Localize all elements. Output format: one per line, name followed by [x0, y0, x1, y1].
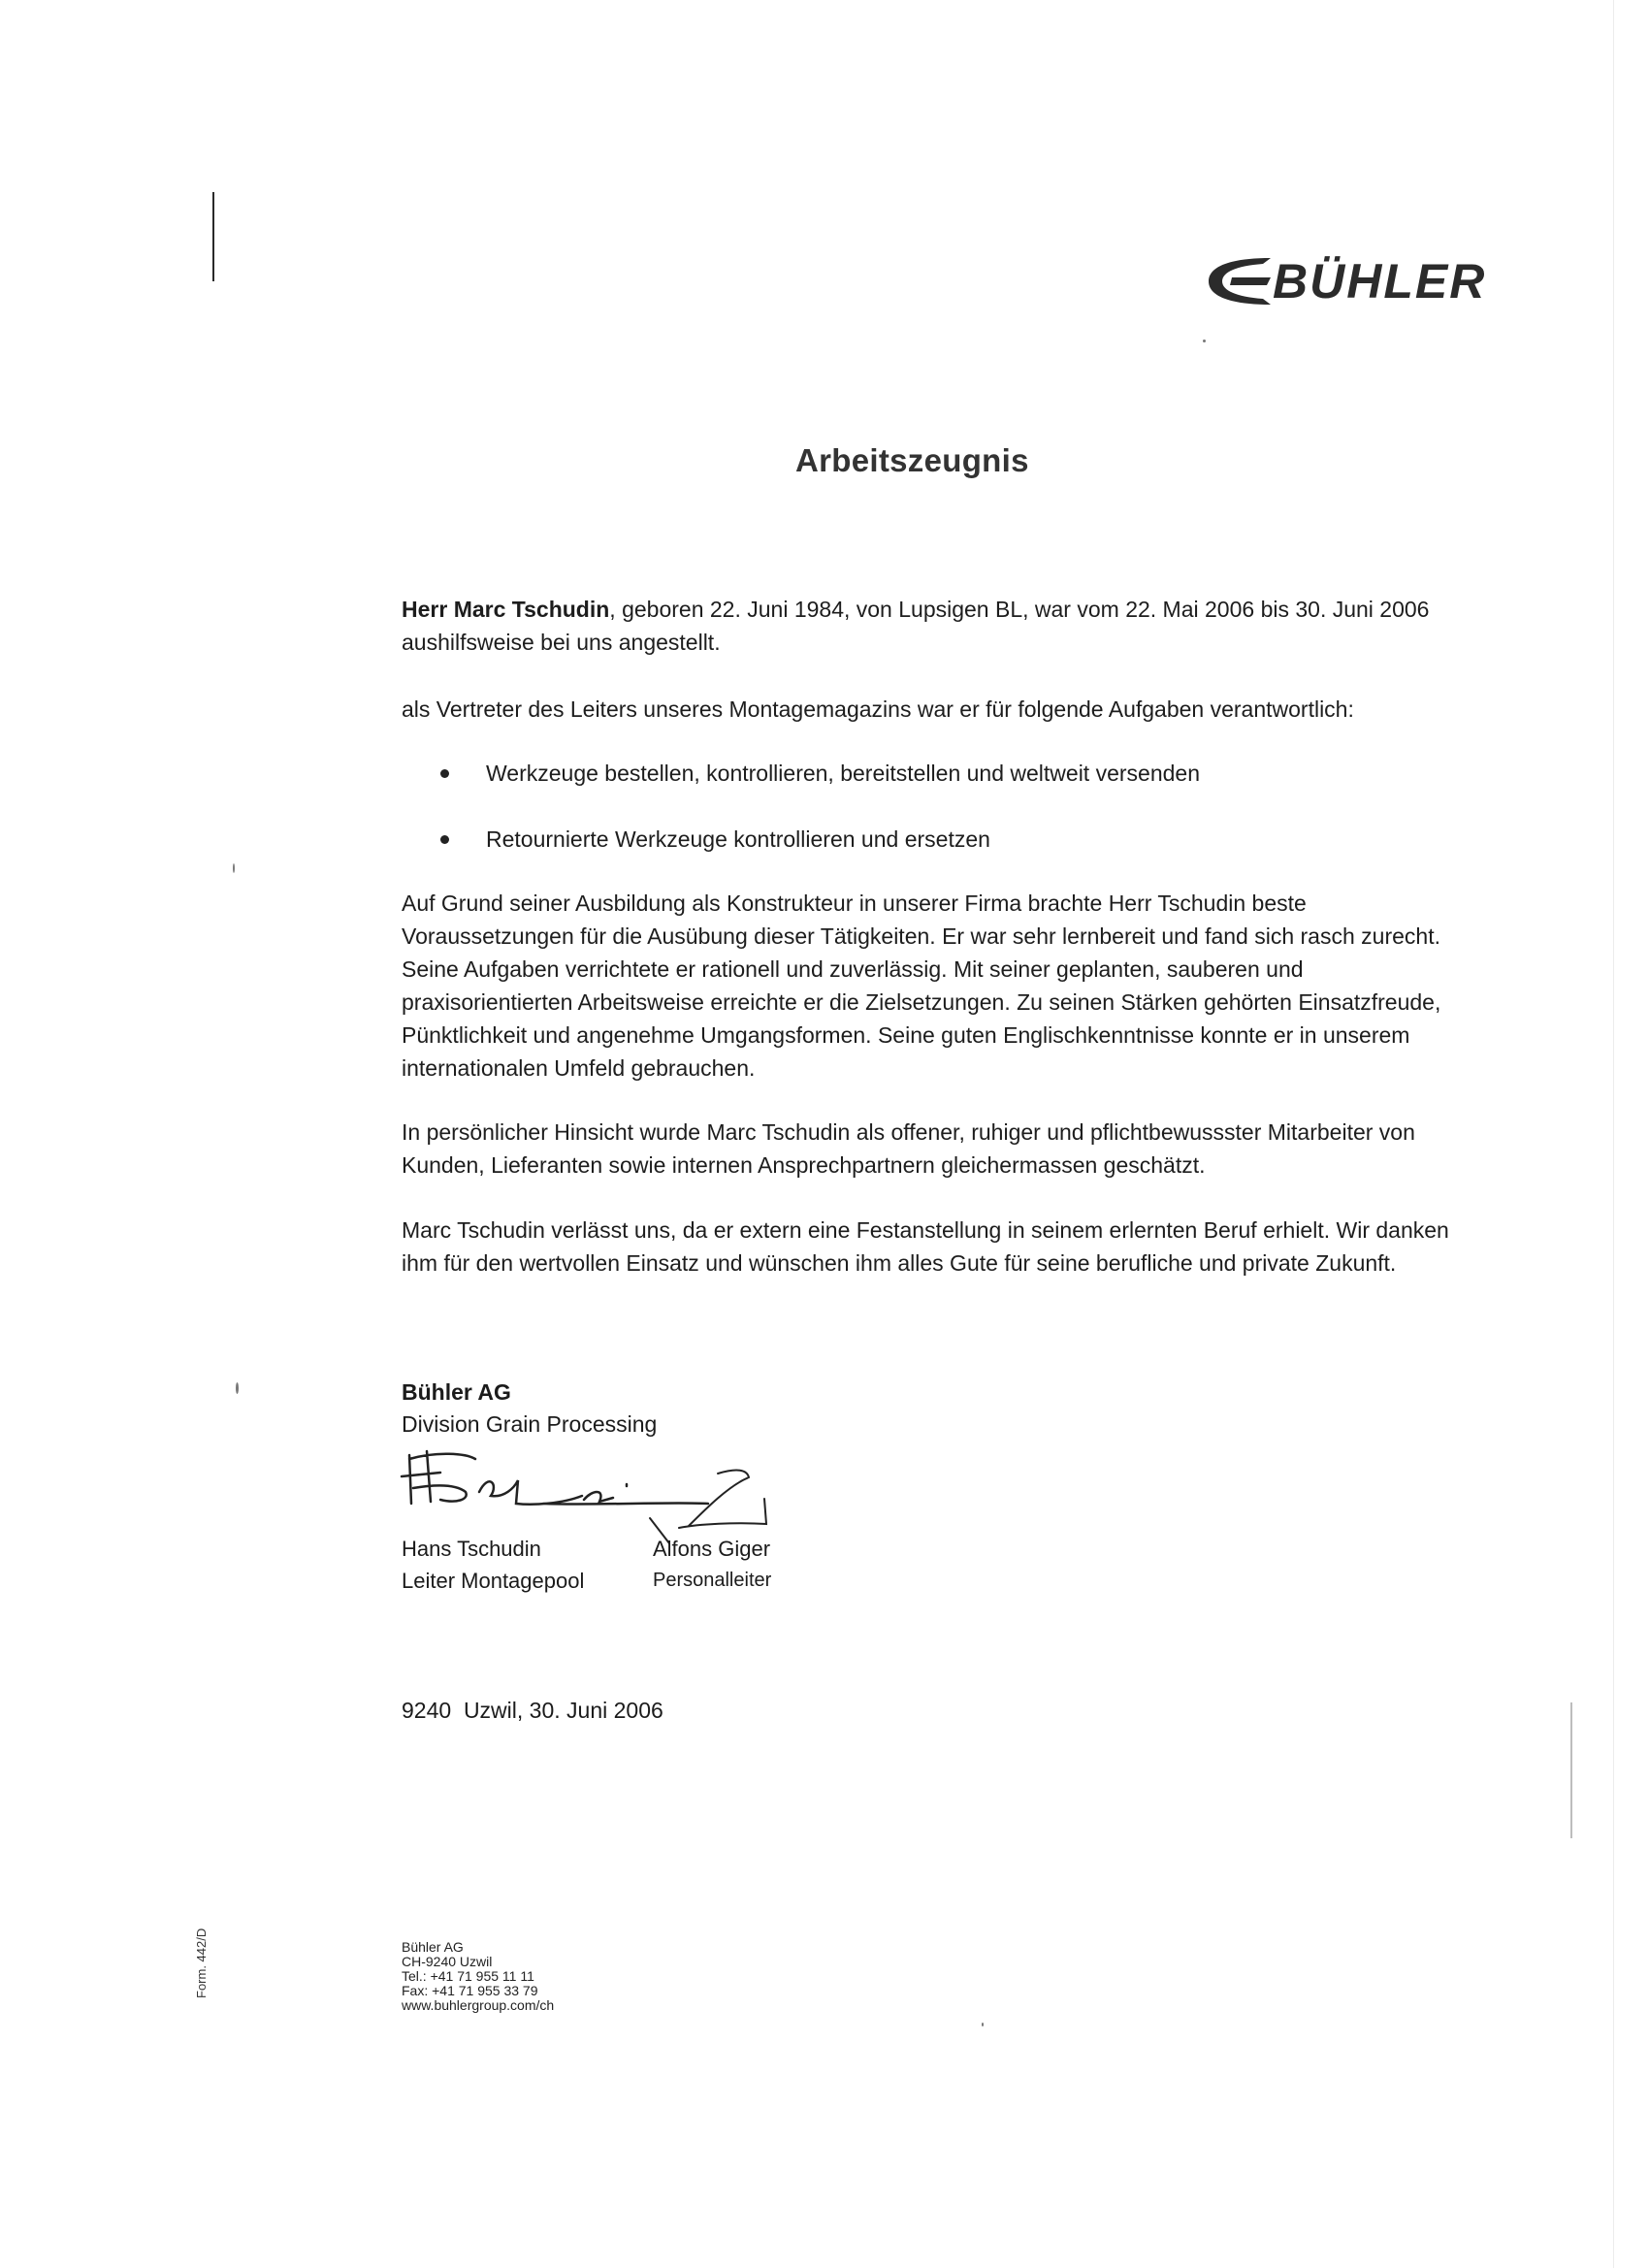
list-item [486, 823, 1456, 856]
footer-tel: Tel.: +41 71 955 11 11 [402, 1968, 534, 1984]
place-date: 9240 Uzwil, 30. Juni 2006 [402, 1698, 663, 1723]
logo-swoosh-icon [1203, 252, 1280, 310]
signer-role: Leiter Montagepool [402, 1569, 585, 1593]
bullet-icon [440, 769, 449, 778]
signer-alfons-giger [653, 1533, 771, 1597]
logo-wordmark: BÜHLER [1273, 254, 1487, 308]
scan-speck [233, 863, 235, 873]
form-id: Form. 442/D [194, 1928, 209, 1998]
buhler-logo [1203, 252, 1487, 310]
closing-paragraph: Marc Tschudin verlässt uns, da er extern eine Festanstellung in seinem erlernten Beruf erhielt. Wir danken ihm für den wertvollen Einsatz und wünschen ihm alles Gute für seine berufliche und private Zukunft. [402, 1217, 1449, 1276]
scan-speck [982, 2023, 984, 2026]
duties-intro: als Vertreter des Leiters unseres Montagemagazins war er für folgende Aufgaben verantwortlich: [402, 697, 1354, 722]
intro-text: , geboren 22. Juni 1984, von Lupsigen BL, war vom 22. Mai 2006 bis 30. Juni 2006 aushilfsweise bei uns angestellt. [402, 597, 1430, 655]
company-division: Division Grain Processing [402, 1411, 658, 1437]
footer-web: www.buhlergroup.com/ch [402, 1997, 555, 2013]
scan-speck [236, 1382, 239, 1394]
footer-address [402, 1940, 554, 2013]
company-block [402, 1377, 657, 1441]
scan-edge-mark [212, 192, 214, 281]
personal-paragraph: In persönlicher Hinsicht wurde Marc Tschudin als offener, ruhiger und pflichtbewussster Mitarbeiter von Kunden, Lieferanten sowie internen Ansprechpartnern gleichermassen geschätzt. [402, 1119, 1415, 1178]
bullet-icon [440, 835, 449, 844]
scan-speck [1203, 340, 1206, 342]
footer-address-line: CH-9240 Uzwil [402, 1954, 493, 1969]
performance-paragraph: Auf Grund seiner Ausbildung als Konstrukteur in unserer Firma brachte Herr Tschudin beste Voraussetzungen für die Ausübung dieser Tätigkeiten. Er war sehr lernbereit und fand sich rasch zurecht. Seine Aufgaben verrichtete er rationell und zuverlässig. Mit seiner geplanten, sauberen und praxisorientierten Arbeitsweise erreichte er die Zielsetzungen. Zu seinen Stärken gehörten Einsatzfreude, Pünktlichkeit und angenehme Umgangsformen. Seine guten Englischkenntnisse konnte er in unserem internationalen Umfeld gebrauchen. [402, 891, 1441, 1081]
list-item [486, 757, 1456, 790]
signer-name: Hans Tschudin [402, 1537, 541, 1561]
employee-name: Herr Marc Tschudin [402, 597, 610, 622]
signer-role: Personalleiter [653, 1570, 772, 1591]
duty-text: Werkzeuge bestellen, kontrollieren, bereitstellen und weltweit versenden [486, 761, 1200, 786]
footer-fax: Fax: +41 71 955 33 79 [402, 1983, 538, 1998]
scan-edge-mark [1570, 1702, 1572, 1838]
signer-hans-tschudin [402, 1533, 584, 1597]
footer-company: Bühler AG [402, 1939, 464, 1955]
company-name: Bühler AG [402, 1379, 511, 1405]
signer-name: Alfons Giger [653, 1537, 771, 1561]
page-title: Arbeitszeugnis [795, 442, 1029, 478]
duty-text: Retournierte Werkzeuge kontrollieren und ersetzen [486, 826, 990, 852]
scan-edge-mark [1613, 0, 1614, 2268]
intro-paragraph [402, 593, 1478, 659]
